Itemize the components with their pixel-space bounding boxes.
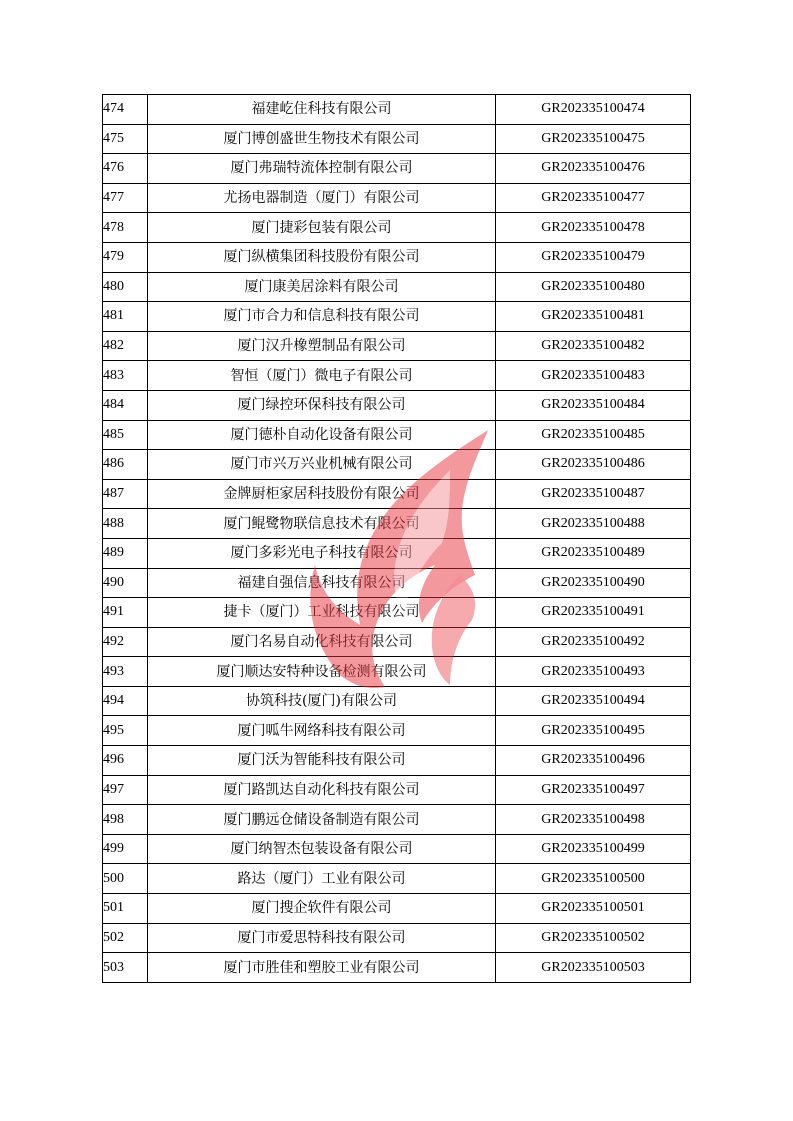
certificate-code-cell: GR202335100474 — [496, 95, 691, 125]
company-name-cell: 厦门多彩光电子科技有限公司 — [148, 538, 496, 568]
company-name-cell: 厦门德朴自动化设备有限公司 — [148, 420, 496, 450]
table-row — [103, 686, 691, 716]
table-row — [103, 302, 691, 332]
certificate-code-cell: GR202335100481 — [496, 302, 691, 332]
row-number-cell: 494 — [103, 686, 148, 716]
certificate-code-cell: GR202335100489 — [496, 538, 691, 568]
row-number-cell: 476 — [103, 154, 148, 184]
certificate-code-cell: GR202335100476 — [496, 154, 691, 184]
certificate-code-cell: GR202335100475 — [496, 124, 691, 154]
certificate-code-cell: GR202335100496 — [496, 746, 691, 776]
table-row — [103, 746, 691, 776]
row-number-cell: 484 — [103, 390, 148, 420]
row-number-cell: 493 — [103, 657, 148, 687]
table-row — [103, 864, 691, 894]
table-row — [103, 538, 691, 568]
row-number-cell: 485 — [103, 420, 148, 450]
row-number-cell: 481 — [103, 302, 148, 332]
table-row — [103, 834, 691, 864]
company-name-cell: 捷卡（厦门）工业科技有限公司 — [148, 598, 496, 628]
row-number-cell: 488 — [103, 509, 148, 539]
table-row — [103, 450, 691, 480]
table-row — [103, 95, 691, 125]
certificate-code-cell: GR202335100494 — [496, 686, 691, 716]
certificate-code-cell: GR202335100501 — [496, 894, 691, 924]
table-row — [103, 242, 691, 272]
certificate-code-cell: GR202335100492 — [496, 627, 691, 657]
company-name-cell: 智恒（厦门）微电子有限公司 — [148, 361, 496, 391]
table-row — [103, 568, 691, 598]
company-name-cell: 厦门鲲鹭物联信息技术有限公司 — [148, 509, 496, 539]
row-number-cell: 501 — [103, 894, 148, 924]
certificate-code-cell: GR202335100483 — [496, 361, 691, 391]
row-number-cell: 495 — [103, 716, 148, 746]
row-number-cell: 491 — [103, 598, 148, 628]
certificate-code-cell: GR202335100485 — [496, 420, 691, 450]
table-row — [103, 953, 691, 983]
table-row — [103, 272, 691, 302]
row-number-cell: 503 — [103, 953, 148, 983]
table-row — [103, 894, 691, 924]
certificate-code-cell: GR202335100477 — [496, 183, 691, 213]
company-name-cell: 厦门名易自动化科技有限公司 — [148, 627, 496, 657]
row-number-cell: 486 — [103, 450, 148, 480]
company-name-cell: 厦门博创盛世生物技术有限公司 — [148, 124, 496, 154]
table-row — [103, 213, 691, 243]
company-name-cell: 厦门汉升橡塑制品有限公司 — [148, 331, 496, 361]
row-number-cell: 498 — [103, 805, 148, 835]
certificate-code-cell: GR202335100479 — [496, 242, 691, 272]
company-name-cell: 金牌厨柜家居科技股份有限公司 — [148, 479, 496, 509]
company-name-cell: 福建自强信息科技有限公司 — [148, 568, 496, 598]
certificate-code-cell: GR202335100493 — [496, 657, 691, 687]
company-name-cell: 厦门市兴万兴业机械有限公司 — [148, 450, 496, 480]
certificate-code-cell: GR202335100478 — [496, 213, 691, 243]
company-name-cell: 厦门纵横集团科技股份有限公司 — [148, 242, 496, 272]
company-name-cell: 厦门康美居涂料有限公司 — [148, 272, 496, 302]
table-body — [103, 95, 691, 983]
table-row — [103, 361, 691, 391]
table-row — [103, 479, 691, 509]
table-row — [103, 923, 691, 953]
table-row — [103, 657, 691, 687]
company-name-cell: 尤扬电器制造（厦门）有限公司 — [148, 183, 496, 213]
certificate-code-cell: GR202335100491 — [496, 598, 691, 628]
certificate-code-cell: GR202335100484 — [496, 390, 691, 420]
company-name-cell: 厦门呱牛网络科技有限公司 — [148, 716, 496, 746]
company-name-cell: 厦门市合力和信息科技有限公司 — [148, 302, 496, 332]
company-name-cell: 厦门搜企软件有限公司 — [148, 894, 496, 924]
company-name-cell: 协筑科技(厦门)有限公司 — [148, 686, 496, 716]
company-name-cell: 厦门纳智杰包装设备有限公司 — [148, 834, 496, 864]
certificate-code-cell: GR202335100499 — [496, 834, 691, 864]
table-row — [103, 598, 691, 628]
table-row — [103, 390, 691, 420]
certificate-code-cell: GR202335100495 — [496, 716, 691, 746]
row-number-cell: 483 — [103, 361, 148, 391]
company-name-cell: 厦门绿控环保科技有限公司 — [148, 390, 496, 420]
company-name-cell: 厦门弗瑞特流体控制有限公司 — [148, 154, 496, 184]
table-row — [103, 124, 691, 154]
table-row — [103, 183, 691, 213]
table-row — [103, 154, 691, 184]
table-row — [103, 805, 691, 835]
table-row — [103, 775, 691, 805]
row-number-cell: 502 — [103, 923, 148, 953]
row-number-cell: 480 — [103, 272, 148, 302]
row-number-cell: 474 — [103, 95, 148, 125]
table-row — [103, 509, 691, 539]
company-name-cell: 厦门市爱思特科技有限公司 — [148, 923, 496, 953]
row-number-cell: 475 — [103, 124, 148, 154]
certificate-code-cell: GR202335100480 — [496, 272, 691, 302]
company-name-cell: 厦门沃为智能科技有限公司 — [148, 746, 496, 776]
company-name-cell: 厦门捷彩包装有限公司 — [148, 213, 496, 243]
table-row — [103, 331, 691, 361]
row-number-cell: 482 — [103, 331, 148, 361]
certificate-code-cell: GR202335100487 — [496, 479, 691, 509]
company-name-cell: 厦门路凯达自动化科技有限公司 — [148, 775, 496, 805]
row-number-cell: 500 — [103, 864, 148, 894]
certificate-code-cell: GR202335100488 — [496, 509, 691, 539]
table-row — [103, 420, 691, 450]
table-row — [103, 716, 691, 746]
row-number-cell: 492 — [103, 627, 148, 657]
row-number-cell: 477 — [103, 183, 148, 213]
company-name-cell: 福建屹住科技有限公司 — [148, 95, 496, 125]
row-number-cell: 499 — [103, 834, 148, 864]
row-number-cell: 489 — [103, 538, 148, 568]
row-number-cell: 479 — [103, 242, 148, 272]
row-number-cell: 487 — [103, 479, 148, 509]
certificate-code-cell: GR202335100498 — [496, 805, 691, 835]
enterprise-list-table — [102, 94, 691, 983]
table-row — [103, 627, 691, 657]
company-name-cell: 路达（厦门）工业有限公司 — [148, 864, 496, 894]
row-number-cell: 496 — [103, 746, 148, 776]
certificate-code-cell: GR202335100500 — [496, 864, 691, 894]
company-name-cell: 厦门鹏远仓储设备制造有限公司 — [148, 805, 496, 835]
company-name-cell: 厦门市胜佳和塑胶工业有限公司 — [148, 953, 496, 983]
row-number-cell: 490 — [103, 568, 148, 598]
certificate-code-cell: GR202335100503 — [496, 953, 691, 983]
row-number-cell: 497 — [103, 775, 148, 805]
certificate-code-cell: GR202335100486 — [496, 450, 691, 480]
certificate-code-cell: GR202335100497 — [496, 775, 691, 805]
certificate-code-cell: GR202335100490 — [496, 568, 691, 598]
certificate-code-cell: GR202335100482 — [496, 331, 691, 361]
company-name-cell: 厦门顺达安特种设备检测有限公司 — [148, 657, 496, 687]
certificate-code-cell: GR202335100502 — [496, 923, 691, 953]
row-number-cell: 478 — [103, 213, 148, 243]
